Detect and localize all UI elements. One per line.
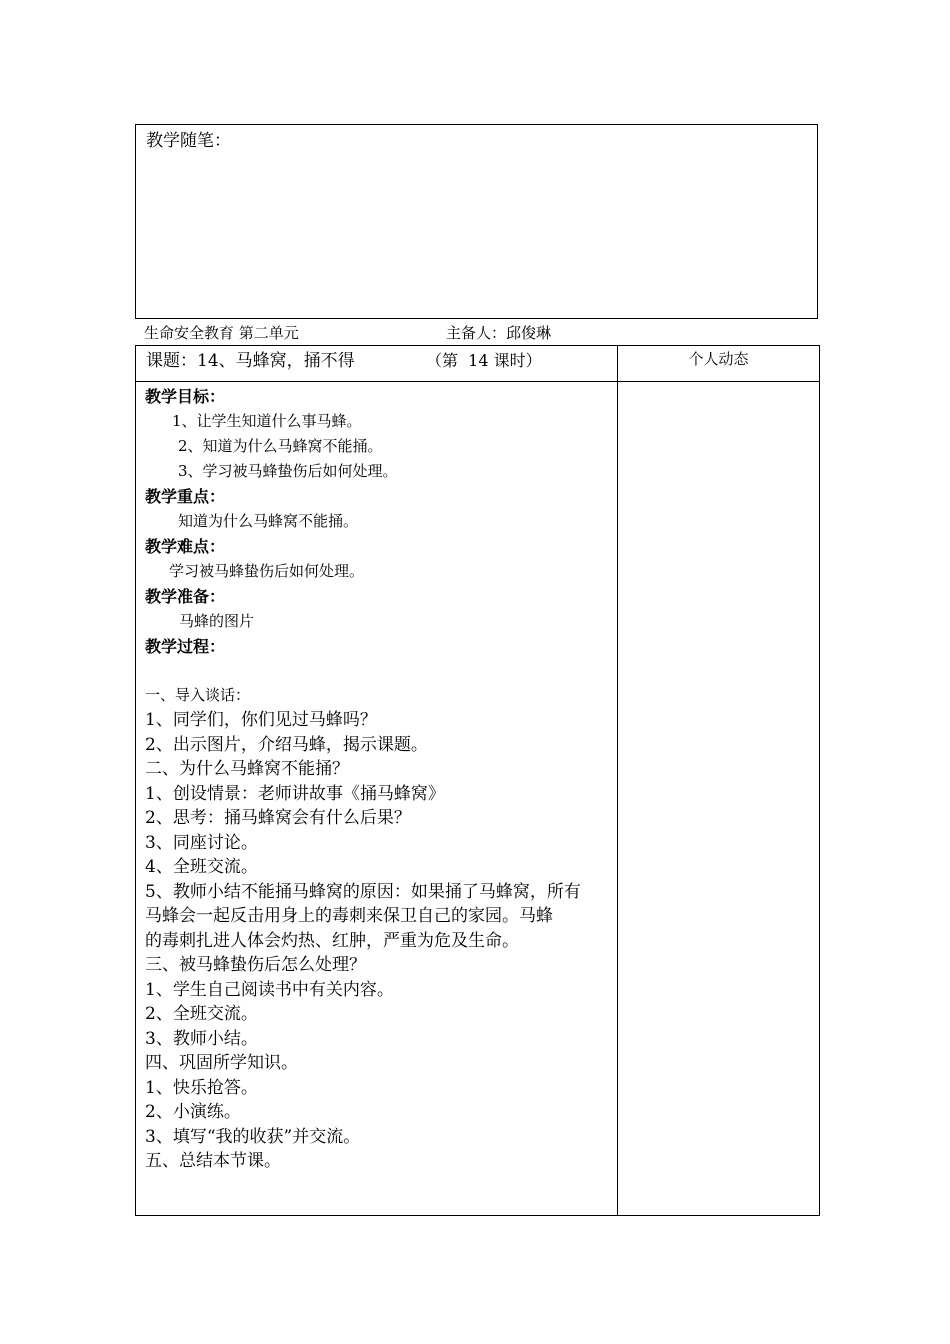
process-section: 五、总结本节课。	[145, 1151, 281, 1171]
process-step: 1、同学们，你们见过马蜂吗？	[145, 710, 377, 730]
course-unit-label: 生命安全教育 第二单元	[144, 324, 299, 342]
goals-heading: 教学目标：	[145, 387, 226, 406]
personal-notes-header: 个人动态	[688, 350, 749, 368]
preparation-heading: 教学准备：	[145, 587, 226, 606]
preparer-label: 主备人：邱俊琳	[446, 324, 552, 342]
preparation-text: 马蜂的图片	[179, 612, 255, 630]
process-section: 二、为什么马蜂窝不能捅？	[145, 759, 349, 779]
difficulty-heading: 教学难点：	[145, 537, 226, 556]
process-step: 3、同座讨论。	[145, 832, 258, 853]
process-step-continued: 的毒刺扎进人体会灼热、红肿，严重为危及生命。	[145, 930, 519, 951]
goal-item: 1、让学生知道什么事马蜂。	[172, 412, 362, 430]
process-heading: 教学过程：	[145, 637, 226, 656]
lesson-number: （第 14 课时）	[426, 351, 542, 370]
process-step: 2、思考：捅马蜂窝会有什么后果？	[145, 808, 411, 828]
lesson-plan-table	[135, 345, 820, 1216]
process-section: 一、导入谈话：	[145, 686, 251, 704]
process-step: 2、全班交流。	[145, 1004, 258, 1024]
process-step: 1、创设情景：老师讲故事《捅马蜂窝》	[145, 783, 445, 804]
process-step: 4、全班交流。	[145, 857, 258, 877]
teaching-notes-title: 教学随笔：	[146, 131, 231, 151]
process-step: 5、教师小结不能捅马蜂窝的原因：如果捅了马蜂窝，所有	[145, 881, 581, 902]
teaching-notes-box	[135, 124, 818, 319]
process-section: 三、被马蜂蛰伤后怎么处理？	[145, 955, 366, 975]
process-step: 3、教师小结。	[145, 1028, 258, 1049]
difficulty-text: 学习被马蜂蛰伤后如何处理。	[169, 562, 365, 580]
spacer	[145, 659, 613, 683]
process-step: 1、快乐抢答。	[145, 1077, 258, 1098]
process-step: 1、学生自己阅读书中有关内容。	[145, 979, 394, 1000]
process-step: 3、填写“我的收获”并交流。	[145, 1126, 361, 1147]
process-step: 2、出示图片，介绍马蜂，揭示课题。	[145, 734, 428, 755]
goal-item: 2、知道为什么马蜂窝不能捅。	[178, 437, 383, 455]
column-divider	[617, 346, 618, 1215]
lesson-topic: 课题：14、马蜂窝，捅不得	[146, 351, 355, 371]
header-row-divider	[136, 381, 819, 382]
process-step-continued: 马蜂会一起反击用身上的毒刺来保卫自己的家园。马蜂	[145, 906, 553, 926]
process-section: 四、巩固所学知识。	[145, 1053, 298, 1073]
lesson-content	[145, 384, 613, 1174]
key-point-heading: 教学重点：	[145, 487, 226, 506]
process-step: 2、小演练。	[145, 1102, 241, 1122]
key-point-text: 知道为什么马蜂窝不能捅。	[178, 512, 359, 530]
goal-item: 3、学习被马蜂蛰伤后如何处理。	[178, 462, 398, 480]
